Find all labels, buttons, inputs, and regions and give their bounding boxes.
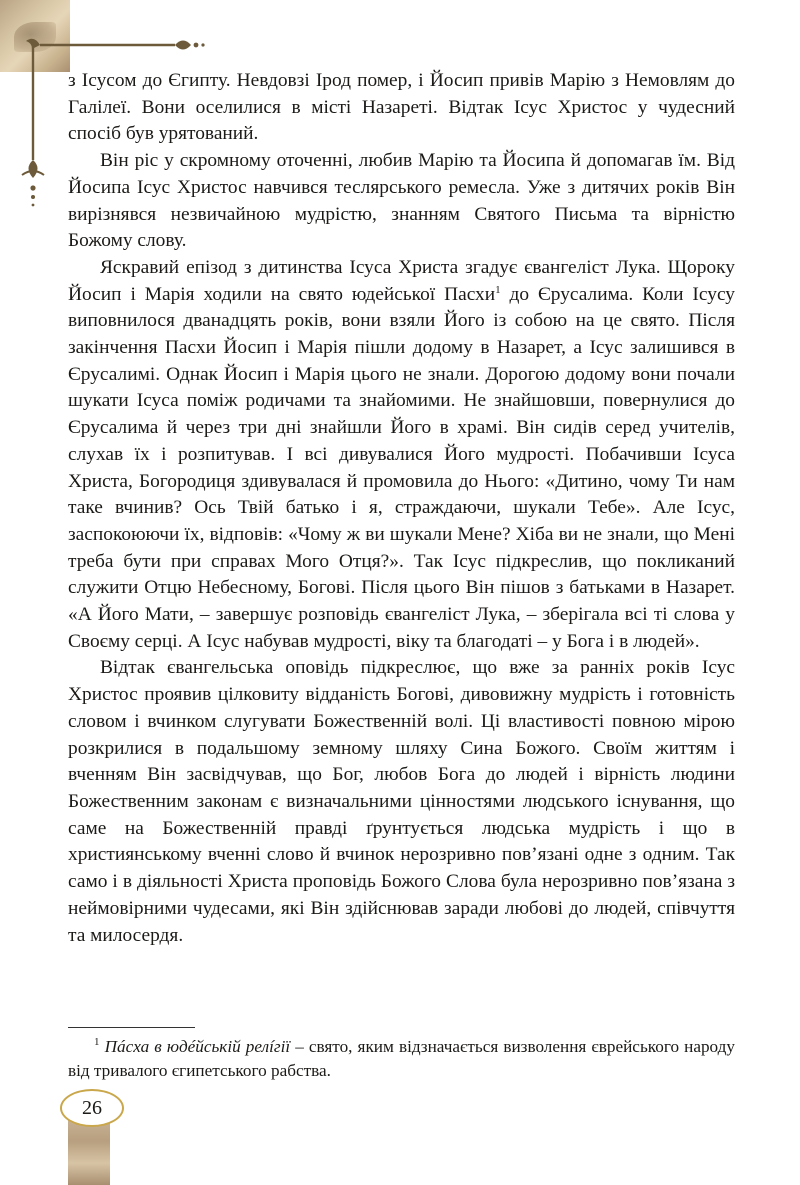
paragraph: Він ріс у скромному оточенні, любив Марію та Йосипа й допомагав їм. Від Йосипа Ісус Христос навчився теслярського ремесла. Уже з дитячих років Він вирізнявся незвичайною мудрістю, знанням Святого Письма та вірністю Божому слову. <box>68 150 735 252</box>
paragraph <box>68 255 735 656</box>
footnote-divider <box>68 1027 195 1028</box>
footnote <box>68 1035 735 1082</box>
paragraph-text: до Єрусалима. Коли Ісусу виповнилося дванадцять років, вони взяли Його із собою на це свято. Після закінчення Пасхи Йосип і Марія пішли додому в Назарет, а Ісус залишився в Єрусалимі. Однак Йосип і Марія цього не знали. Дорогою додому вони почали шукати Ісуса поміж родичами та знайомими. Не знайшовши, повернулися до Єрусалима й через три дні знайшли Його в храмі. Він сидів серед учителів, слухав їх і розпитував. І всі дивувалися Його мудрості. Побачивши Ісуса Христа, Богородиця здивувалася й промовила до Нього: «Дитино, чому Ти нам таке вчинив? Ось Твій батько і я, страждаючи, шукали Тебе». Але Ісус, заспокоюючи їх, відповів: «Чому ж ви шукали Мене? Хіба ви не знали, що Мені треба бути при справах Мого Отця?». Так Ісус підкреслив, що покликаний служити Отцю Небесному, Богові. Після цього Він пішов з батьками в Назарет. «А Його Мати, – завершує розповідь євангеліст Лука, – зберігала всі ті слова у Своєму серці. А Ісус набував мудрості, віку та благодаті – у Бога і в людей». <box>68 283 735 652</box>
footnote-mark: 1 <box>94 1036 100 1048</box>
paragraph: з Ісусом до Єгипту. Невдовзі Ірод помер, і Йосип привів Марію з Немовлям до Галілеї. Вони оселилися в місті Назареті. Відтак Ісус Христос у чудесний спосіб був урятований. <box>68 70 735 145</box>
paragraph: Відтак євангельська оповідь підкреслює, що вже за ранніх років Ісус Христос проявив цілковиту відданість Богові, дивовижну мудрість і готовність словом і вчинком слугувати Божественній волі. Ці властивості повною мірою розкрилися в подальшому земному шляху Сина Божого. Своїм життям і вченням Він засвідчував, що Бог, любов Бога до людей і вірність людини Божественним законам є визначальними цінностями людського існування, що саме на Божественній правді ґрунтується людська мудрість і що в християнському вченні слово й вчинок нерозривно пов’язані одне з одним. Так само і в діяльності Христа проповідь Божого Слова була нерозривно пов’язана з неймовірними чудесами, які Він здійснював заради любові до людей, співчуття та милосердя. <box>68 657 735 946</box>
paragraph-text: Яскравий епізод з дитинства Ісуса Христа згадує євангеліст Лука. Щороку Йосип і Марія ходили на свято юдейської Пасхи <box>68 256 735 305</box>
footnote-term: Пácха в юдéйській релíгії <box>104 1037 291 1056</box>
main-text <box>68 68 735 949</box>
page-number: 26 <box>60 1089 124 1127</box>
footnote-definition: – свято, яким відзначається визволення єврейського народу від тривалого єгипетського рабства. <box>68 1037 735 1080</box>
footnote-reference[interactable]: 1 <box>495 283 501 296</box>
